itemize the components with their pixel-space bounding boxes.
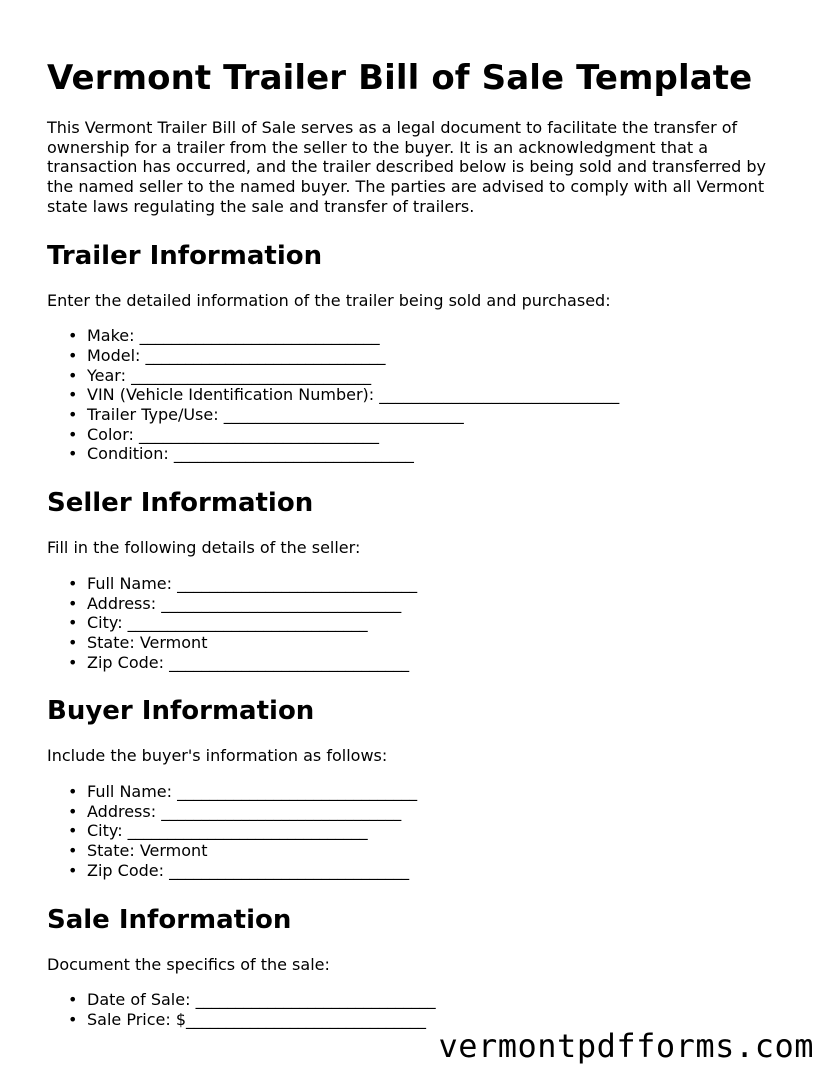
buyer-section-heading: Buyer Information (47, 696, 315, 727)
buyer-zip-field (68, 860, 792, 881)
document-page (47, 54, 792, 1030)
trailer-section-lead: Enter the detailed information of the trailer being sold and purchased: (47, 290, 611, 310)
bullet-icon: • (68, 821, 78, 841)
bullet-icon: • (68, 593, 78, 613)
bullet-icon: • (68, 365, 78, 385)
field-label: VIN (Vehicle Identification Number): ______________________________ (87, 385, 620, 405)
seller-field-list (47, 574, 792, 673)
bullet-icon: • (68, 424, 78, 444)
field-label: Full Name: ______________________________ (87, 782, 418, 802)
seller-name-field (68, 573, 792, 594)
field-label: Condition: ______________________________ (87, 444, 414, 464)
intro-paragraph: This Vermont Trailer Bill of Sale serves as a legal document to facilitate the transfer of ownership for a trailer from the seller to the buyer. It is an acknowledgment that a transaction has occurred, and the trailer described below is being sold and transferred by the named seller to the named buyer. The parties are advised to comply with all Vermont state laws regulating the sale and transfer of trailers. (47, 118, 766, 216)
seller-zip-field (68, 652, 792, 673)
seller-section-heading: Seller Information (47, 488, 314, 519)
buyer-section-lead: Include the buyer's information as follows: (47, 746, 388, 766)
field-label: Year: ______________________________ (87, 365, 372, 385)
buyer-city-field (68, 821, 792, 841)
sale-section-lead: Document the specifics of the sale: (47, 954, 330, 974)
trailer-year-field (68, 365, 792, 386)
bullet-icon: • (68, 652, 78, 672)
bullet-icon: • (68, 1009, 78, 1029)
seller-section-lead: Fill in the following details of the seller: (47, 538, 361, 558)
trailer-color-field (68, 424, 792, 445)
bullet-icon: • (68, 444, 78, 464)
sale-section-heading: Sale Information (47, 904, 292, 935)
field-label: Address: ______________________________ (87, 593, 402, 613)
seller-state-field (68, 632, 792, 653)
field-label: State: Vermont (87, 841, 208, 861)
trailer-model-field (68, 345, 792, 366)
bullet-icon: • (68, 385, 78, 405)
buyer-address-field (68, 801, 792, 822)
field-label: State: Vermont (87, 632, 208, 652)
field-label: Model: ______________________________ (87, 345, 386, 365)
trailer-make-field (68, 326, 792, 346)
trailer-condition-field (68, 444, 792, 464)
bullet-icon: • (68, 632, 78, 652)
sale-date-field (68, 990, 792, 1010)
field-label: Full Name: ______________________________ (87, 573, 418, 593)
seller-address-field (68, 593, 792, 614)
field-label: Address: ______________________________ (87, 801, 402, 821)
bullet-icon: • (68, 326, 78, 346)
bullet-icon: • (68, 345, 78, 365)
bullet-icon: • (68, 613, 78, 633)
seller-city-field (68, 613, 792, 633)
bullet-icon: • (68, 801, 78, 821)
field-label: Zip Code: ______________________________ (87, 652, 410, 672)
field-label: Date of Sale: ______________________________ (87, 990, 436, 1010)
buyer-field-list (47, 782, 792, 881)
field-label: City: ______________________________ (87, 613, 368, 633)
watermark-text: vermontpdfforms.com (438, 1027, 814, 1065)
field-label: Trailer Type/Use: ______________________________ (87, 405, 464, 425)
page-title: Vermont Trailer Bill of Sale Template (47, 58, 753, 98)
field-label: Zip Code: ______________________________ (87, 860, 410, 880)
field-label: Sale Price: $______________________________ (87, 1009, 427, 1029)
bullet-icon: • (68, 841, 78, 861)
bullet-icon: • (68, 782, 78, 802)
field-label: Color: ______________________________ (87, 424, 379, 444)
field-label: Make: ______________________________ (87, 326, 380, 346)
field-label: City: ______________________________ (87, 821, 368, 841)
trailer-type-field (68, 405, 792, 425)
trailer-section-heading: Trailer Information (47, 240, 323, 271)
buyer-state-field (68, 841, 792, 861)
trailer-vin-field (68, 385, 792, 405)
buyer-name-field (68, 782, 792, 802)
trailer-field-list (47, 326, 792, 464)
bullet-icon: • (68, 573, 78, 593)
bullet-icon: • (68, 405, 78, 425)
sale-field-list (47, 990, 792, 1029)
bullet-icon: • (68, 990, 78, 1010)
bullet-icon: • (68, 860, 78, 880)
